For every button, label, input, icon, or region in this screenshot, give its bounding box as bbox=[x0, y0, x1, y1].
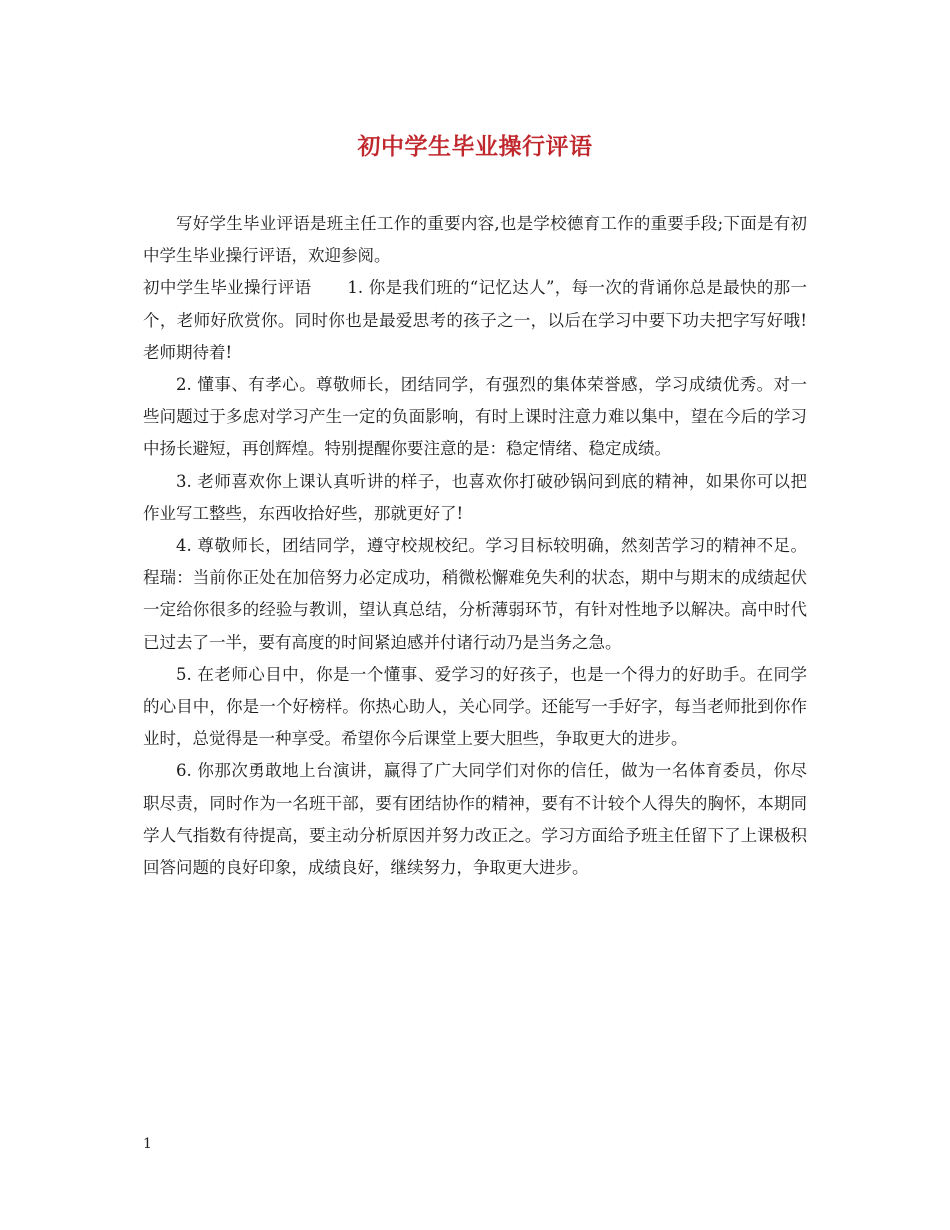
paragraph-1 bbox=[143, 272, 807, 369]
intro-paragraph: 写好学生毕业评语是班主任工作的重要内容,也是学校德育工作的重要手段;下面是有初中学生毕业操行评语，欢迎参阅。 bbox=[143, 214, 807, 266]
paragraph-3: 3. 老师喜欢你上课认真听讲的样子，也喜欢你打破砂锅问到底的精神，如果你可以把作业写工整些，东西收拾好些，那就更好了! bbox=[143, 471, 807, 523]
paragraph-5: 5. 在老师心目中，你是一个懂事、爱学习的好孩子，也是一个得力的好助手。在同学的心目中，你是一个好榜样。你热心助人，关心同学。还能写一手好字，每当老师批到你作业时，总觉得是一种享受。希望你今后课堂上要大胆些，争取更大的进步。 bbox=[143, 664, 807, 749]
document-title: 初中学生毕业操行评语 bbox=[357, 134, 593, 160]
paragraph-2: 2. 懂事、有孝心。尊敬师长，团结同学，有强烈的集体荣誉感，学习成绩优秀。对一些问题过于多虑对学习产生一定的负面影响，有时上课时注意力难以集中，望在今后的学习中扬长避短，再创辉煌。特别提醒你要注意的是：稳定情绪、稳定成绩。 bbox=[143, 375, 807, 459]
paragraph-1-text: 1. 你是我们班的“记忆达人”，每一次的背诵你总是最快的那一个，老师好欣赏你。同时你也是最爱思考的孩子之一，以后在学习中要下功夫把字写好哦!老师期待着! bbox=[143, 278, 808, 362]
paragraph-4: 4. 尊敬师长，团结同学，遵守校规校纪。学习目标较明确，然刻苦学习的精神不足。程瑞：当前你正处在加倍努力必定成功，稍微松懈难免失利的状态，期中与期末的成绩起伏一定给你很多的经验与教训，望认真总结，分析薄弱环节，有针对性地予以解决。高中时代已过去了一半，要有高度的时间紧迫感并付诸行动乃是当务之急。 bbox=[143, 536, 807, 652]
subheading: 初中学生毕业操行评语 bbox=[143, 278, 312, 298]
document-body bbox=[143, 208, 807, 884]
page-number: 1 bbox=[143, 1136, 152, 1152]
paragraph-6: 6. 你那次勇敢地上台演讲，赢得了广大同学们对你的信任，做为一名体育委员，你尽职尽责，同时作为一名班干部，要有团结协作的精神，要有不计较个人得失的胸怀，本期同学人气指数有待提高，要主动分析原因并努力改正之。学习方面给予班主任留下了上课极积回答问题的良好印象，成绩良好，继续努力，争取更大进步。 bbox=[143, 761, 807, 878]
